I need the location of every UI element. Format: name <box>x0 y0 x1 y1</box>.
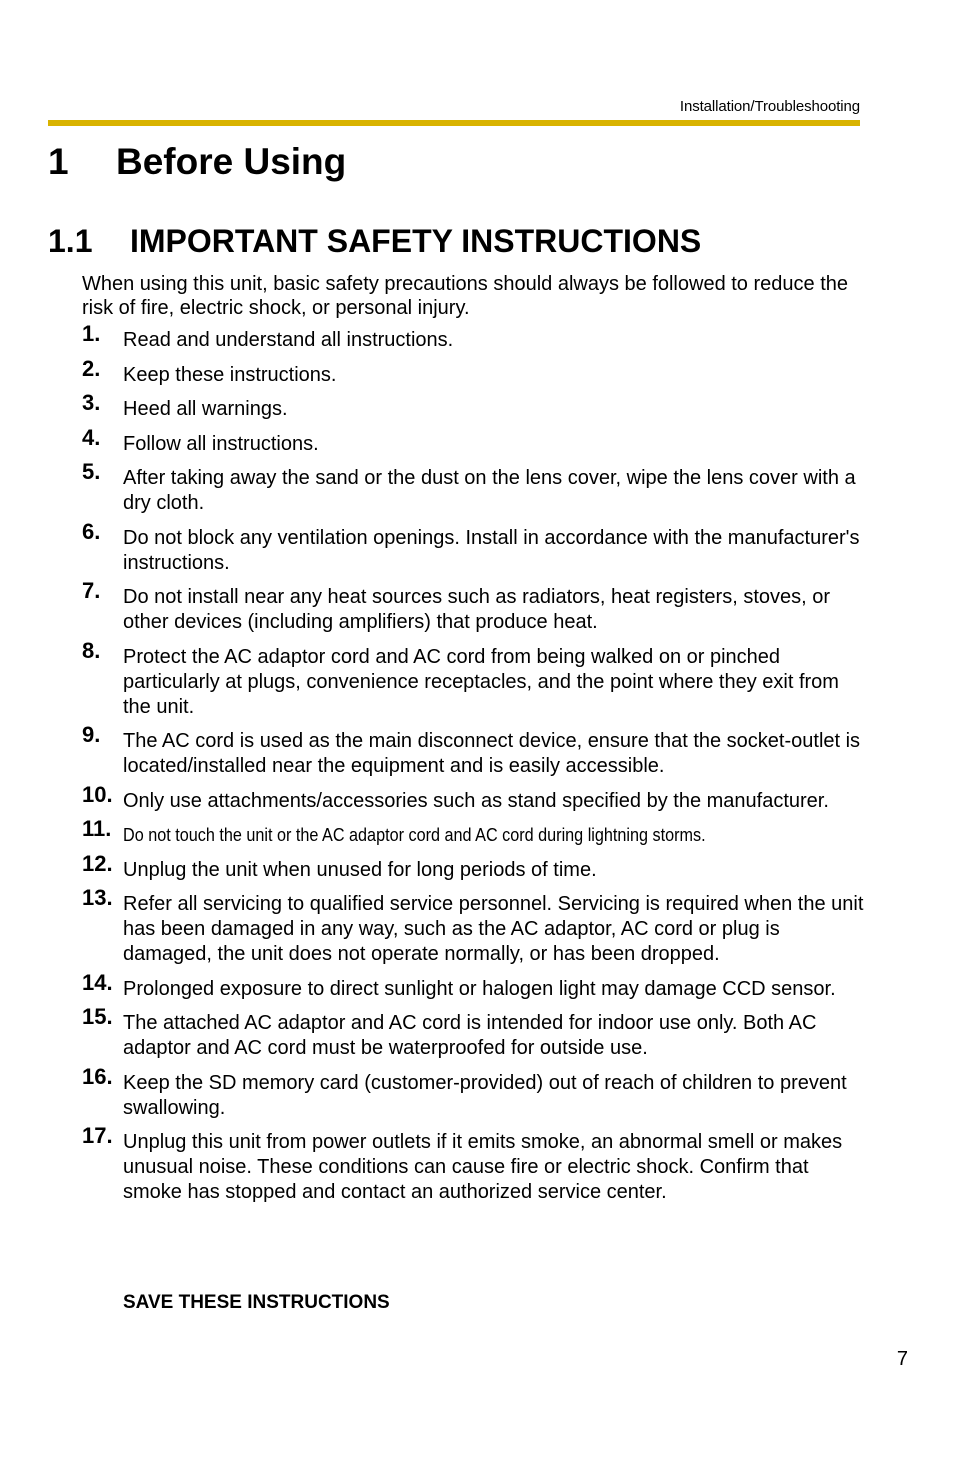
item-text: The AC cord is used as the main disconnect device, ensure that the socket-outlet is located/installed near the equipment and is easily accessible. <box>123 730 861 777</box>
item-number: 13. <box>82 885 113 910</box>
item-text: Refer all servicing to qualified service personnel. Servicing is required when the unit has been damaged in any way, such as the AC adaptor, AC cord or plug is damaged, the unit does not operate normally, or has been dropped. <box>123 893 864 965</box>
item-number: 2. <box>82 355 101 381</box>
list-item <box>82 518 872 576</box>
chapter-number: 1 <box>48 141 69 182</box>
list-item <box>82 321 872 353</box>
list-item <box>82 969 872 1002</box>
item-number: 11. <box>82 816 112 841</box>
list-item <box>82 390 872 422</box>
list-item <box>82 885 872 967</box>
item-number: 9. <box>82 722 101 747</box>
list-item <box>82 1123 872 1205</box>
item-text: Do not block any ventilation openings. Install in accordance with the manufacturer's instructions. <box>123 526 860 574</box>
item-text: Protect the AC adaptor cord and AC cord from being walked on or pinched particularly at plugs, convenience receptacles, and the point where they exit from the unit. <box>123 645 839 718</box>
item-text: Prolonged exposure to direct sunlight or halogen light may damage CCD sensor. <box>123 977 836 1000</box>
item-number: 12. <box>82 850 113 876</box>
item-number: 17. <box>82 1123 113 1148</box>
list-item <box>82 1004 872 1061</box>
item-text: Read and understand all instructions. <box>123 329 454 351</box>
section-title: IMPORTANT SAFETY INSTRUCTIONS <box>130 223 702 259</box>
item-text: Unplug this unit from power outlets if it emits smoke, an abnormal smell or makes unusual noise. These conditions can cause fire or electric shock. Confirm that smoke has stopped and contact an authorized service center. <box>123 1131 843 1203</box>
item-number: 1. <box>82 321 101 346</box>
item-text: The attached AC adaptor and AC cord is intended for indoor use only. Both AC adaptor and AC cord must be waterproofed for outside use. <box>123 1012 817 1059</box>
header-rule <box>48 120 860 126</box>
item-text: Do not touch the unit or the AC adaptor cord and AC cord during lightning storms. <box>123 825 706 845</box>
list-item <box>82 459 872 516</box>
safety-instructions-list <box>82 321 872 1214</box>
section-heading <box>48 223 701 260</box>
item-text: Only use attachments/accessories such as stand specified by the manufacturer. <box>123 789 829 812</box>
list-item <box>82 722 872 779</box>
item-text: Keep these instructions. <box>123 363 337 386</box>
list-item <box>82 816 872 848</box>
item-number: 4. <box>82 424 101 450</box>
item-number: 15. <box>82 1004 113 1029</box>
list-item <box>82 424 872 457</box>
item-number: 7. <box>82 578 101 603</box>
item-number: 10. <box>82 781 113 807</box>
item-number: 3. <box>82 390 101 415</box>
chapter-title: Before Using <box>116 141 347 182</box>
list-item <box>82 1063 872 1121</box>
item-text: After taking away the sand or the dust on the lens cover, wipe the lens cover with a dry cloth. <box>123 467 856 514</box>
item-number: 8. <box>82 637 101 663</box>
item-text: Unplug the unit when unused for long periods of time. <box>123 858 597 881</box>
list-item <box>82 578 872 635</box>
item-text: Heed all warnings. <box>123 398 288 420</box>
list-item <box>82 355 872 388</box>
section-number: 1.1 <box>48 223 93 259</box>
intro-paragraph: When using this unit, basic safety precautions should always be followed to reduce the risk of fire, electric shock, or personal injury. <box>82 273 848 319</box>
list-item <box>82 637 872 720</box>
running-header: Installation/Troubleshooting <box>679 98 860 115</box>
chapter-heading <box>48 141 346 183</box>
item-number: 16. <box>82 1063 113 1089</box>
item-number: 14. <box>82 969 113 995</box>
item-text: Follow all instructions. <box>123 432 319 455</box>
list-item <box>82 781 872 814</box>
list-item <box>82 850 872 883</box>
item-text: Keep the SD memory card (customer-provided) out of reach of children to prevent swallowing. <box>123 1071 847 1119</box>
item-number: 5. <box>82 459 101 484</box>
item-text: Do not install near any heat sources such as radiators, heat registers, stoves, or other devices (including amplifiers) that produce heat. <box>123 586 831 633</box>
page-number: 7 <box>896 1348 908 1370</box>
save-instructions-note: SAVE THESE INSTRUCTIONS <box>123 1292 390 1313</box>
item-number: 6. <box>82 518 101 544</box>
